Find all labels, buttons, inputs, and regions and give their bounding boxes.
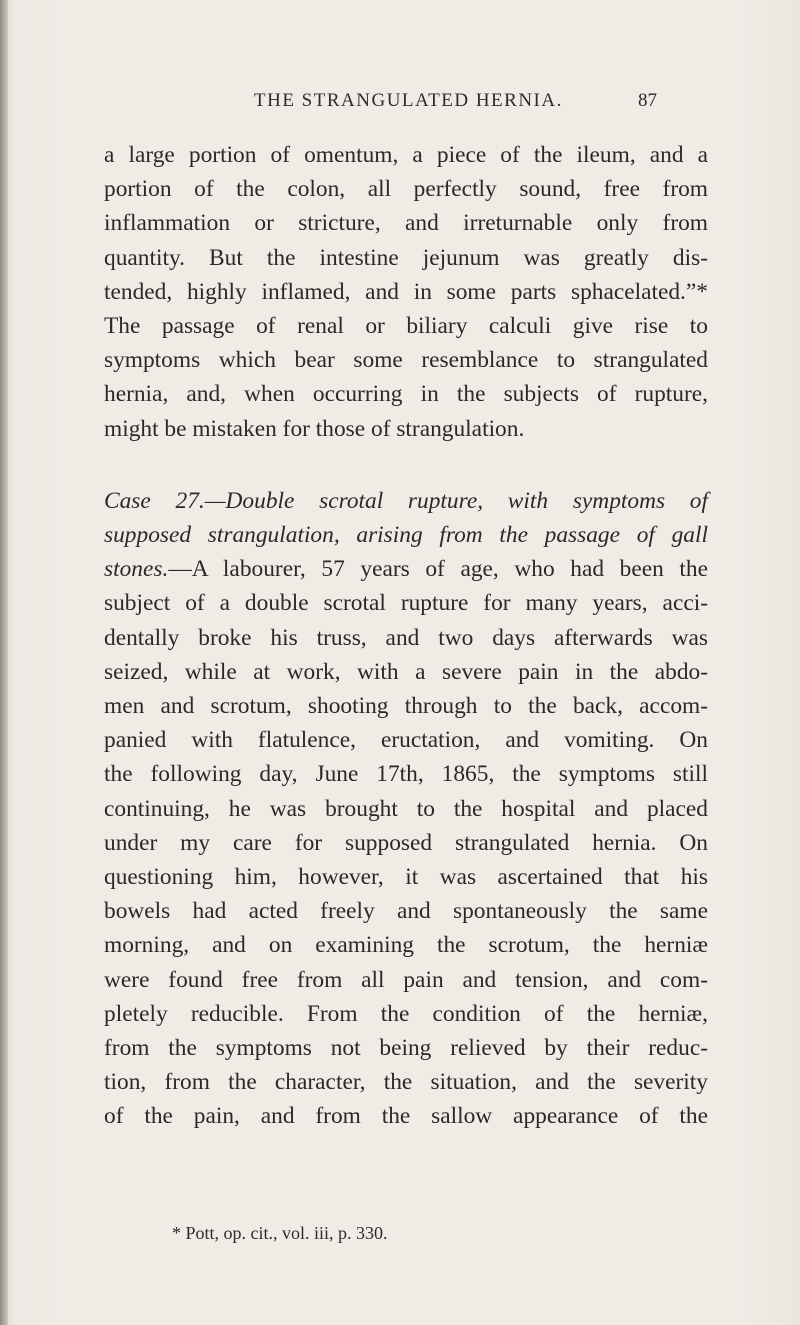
case-heading-line-mixed (104, 552, 708, 586)
text-line: tended, highly inflamed, and in some parts sphacelated.”* (104, 278, 708, 305)
text-line: men and scrotum, shooting through to the back, accom- (104, 693, 708, 720)
text-line: The passage of renal or biliary calculi give rise to (104, 313, 708, 340)
case-heading-line: supposed strangulation, arising from the passage of gall (104, 522, 708, 549)
text-line: quantity. But the intestine jejunum was greatly dis- (104, 244, 708, 271)
text-line: inflammation or stricture, and irreturnable only from (104, 210, 708, 237)
text-line: portion of the colon, all perfectly sound, free from (104, 176, 708, 203)
text-line: the following day, June 17th, 1865, the symptoms still (104, 761, 708, 788)
case-text-start: —A labourer, 57 years of age, who had been the (168, 556, 708, 583)
paragraph-gap (104, 446, 708, 484)
text-line: of the pain, and from the sallow appearance of the (104, 1103, 708, 1130)
text-line: questioning him, however, it was ascertained that his (104, 864, 708, 891)
text-line: tion, from the character, the situation, and the severity (104, 1069, 708, 1096)
case-heading-end: stones. (104, 556, 169, 583)
text-line: bowels had acted freely and spontaneously the same (104, 898, 708, 925)
text-line: subject of a double scrotal rupture for many years, acci- (104, 590, 708, 617)
text-line: continuing, he was brought to the hospital and placed (104, 795, 708, 822)
case-heading-line: Case 27.—Double scrotal rupture, with symptoms of (104, 487, 708, 514)
text-line: symptoms which bear some resemblance to strangulated (104, 347, 708, 374)
footnote: * Pott, op. cit., vol. iii, p. 330. (172, 1223, 388, 1243)
text-line: from the symptoms not being relieved by their reduc- (104, 1035, 708, 1062)
text-line: a large portion of omentum, a piece of the ileum, and a (104, 142, 708, 168)
page-binding-edge (0, 0, 8, 1325)
body-text (104, 138, 708, 1134)
text-line: hernia, and, when occurring in the subjects of rupture, (104, 381, 708, 408)
text-line: seized, while at work, with a severe pain in the abdo- (104, 658, 708, 685)
page-number: 87 (638, 90, 657, 111)
text-line: panied with flatulence, eructation, and vomiting. On (104, 727, 708, 754)
text-line: pletely reducible. From the condition of the herniæ, (104, 1000, 708, 1027)
text-line: morning, and on examining the scrotum, the herniæ (104, 932, 708, 959)
paragraph-intro (104, 138, 708, 446)
running-title: THE STRANGULATED HERNIA. (254, 90, 563, 111)
page-header (0, 90, 800, 120)
text-line: under my care for supposed strangulated hernia. On (104, 829, 708, 856)
text-line: dentally broke his truss, and two days afterwards was (104, 624, 708, 651)
text-line: were found free from all pain and tension, and com- (104, 966, 708, 993)
text-line: might be mistaken for those of strangulation. (104, 415, 525, 442)
case-paragraph (104, 484, 708, 1134)
